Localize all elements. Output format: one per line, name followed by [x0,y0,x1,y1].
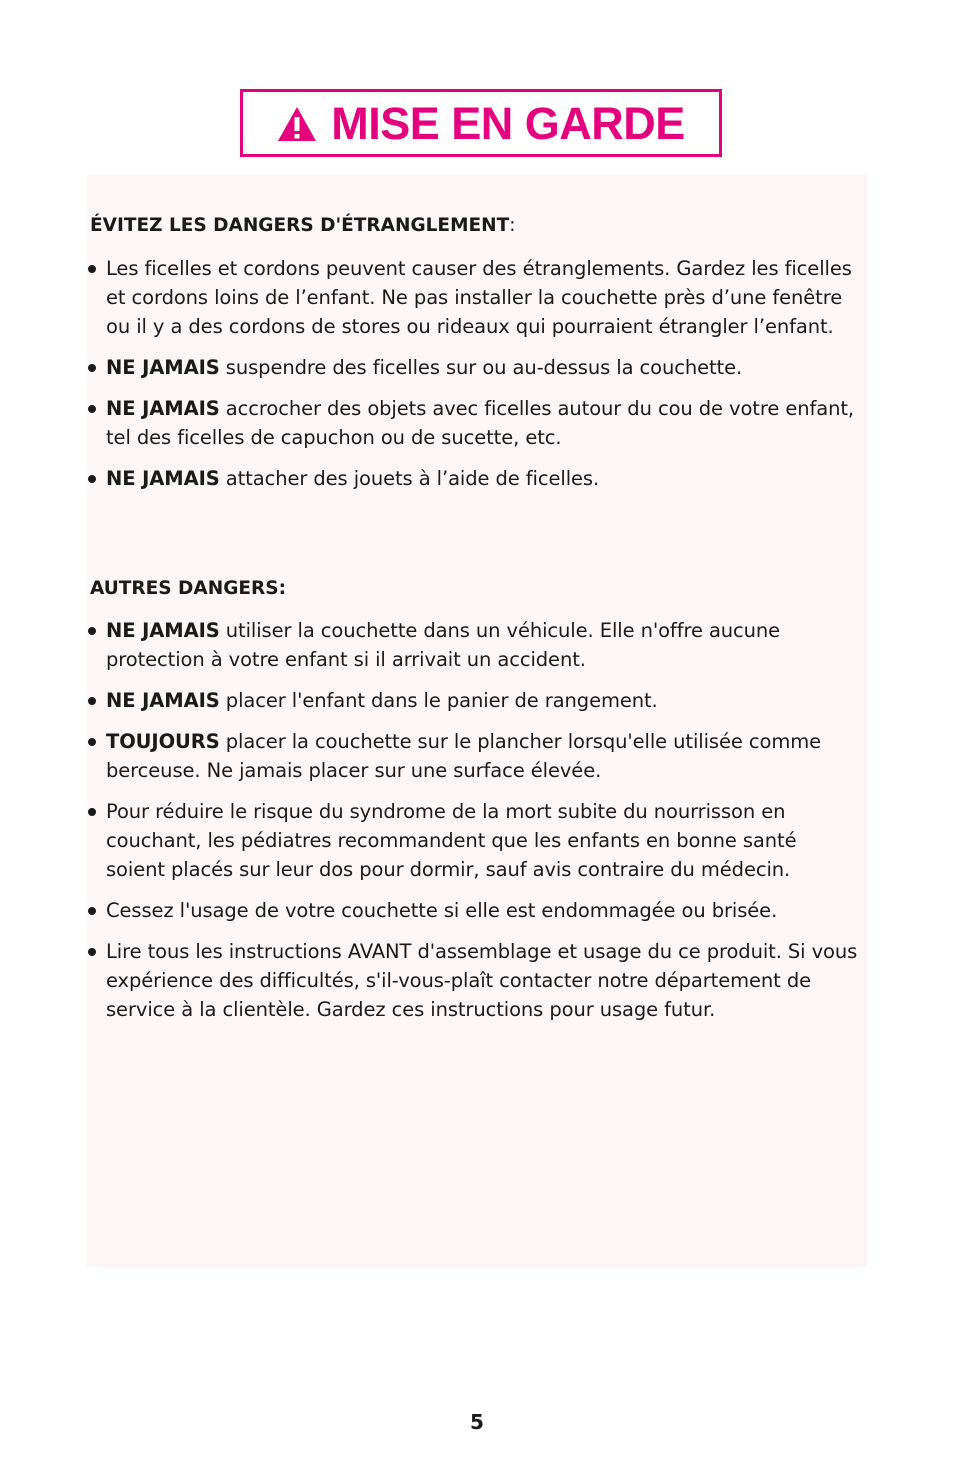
bullet-icon [88,405,96,413]
item-emphasis: NE JAMAIS [106,356,220,379]
bullet-icon [88,907,96,915]
item-text: Lire tous les instructions AVANT d'assemblage et usage du ce produit. Si vous expérience des difficultés, s'il-vous-plaît contacter notre département de service à la clientèle. Gardez ces instructions pour usage futur. [106,940,858,1021]
strangulation-list [88,254,858,505]
other-dangers-list [88,616,858,1036]
list-item [88,353,858,382]
bullet-icon [88,627,96,635]
item-text: placer la couchette sur le plancher lorsqu'elle utilisée comme berceuse. Ne jamais placer sur une surface élevée. [106,730,822,782]
item-text: Cessez l'usage de votre couchette si elle est endommagée ou brisée. [106,899,778,922]
warning-title: MISE EN GARDE [331,97,685,149]
item-text: accrocher des objets avec ficelles autour du cou de votre enfant, tel des ficelles de capuchon ou de sucette, etc. [106,397,854,449]
bullet-icon [88,948,96,956]
list-item [88,394,858,452]
item-emphasis: NE JAMAIS [106,619,220,642]
item-emphasis: NE JAMAIS [106,689,220,712]
item-text: suspendre des ficelles sur ou au-dessus la couchette. [219,356,743,379]
list-item [88,464,858,493]
list-item [88,616,858,674]
list-item [88,937,858,1024]
item-text: utiliser la couchette dans un véhicule. Elle n'offre aucune protection à votre enfant si il arrivait un accident. [106,619,781,671]
item-emphasis: TOUJOURS [106,730,220,753]
warning-triangle-icon [277,106,317,142]
section-heading-text: ÉVITEZ LES DANGERS D'ÉTRANGLEMENT [90,215,510,236]
item-text: attacher des jouets à l’aide de ficelles. [219,467,600,490]
bullet-icon [88,808,96,816]
section-heading-colon: : [509,215,516,236]
list-item [88,254,858,341]
list-item [88,797,858,884]
section-heading-text: AUTRES DANGERS: [90,578,286,599]
item-emphasis: NE JAMAIS [106,397,220,420]
section-heading-other-dangers [90,580,286,599]
bullet-icon [88,265,96,273]
item-text: Pour réduire le risque du syndrome de la mort subite du nourrisson en couchant, les pédiatres recommandent que les enfants en bonne santé soient placés sur leur dos pour dormir, sauf avis contraire du médecin. [106,800,797,881]
bullet-icon [88,738,96,746]
item-text: Les ficelles et cordons peuvent causer des étranglements. Gardez les ficelles et cordons loins de l’enfant. Ne pas installer la couchette près d’une fenêtre ou il y a des cordons de stores ou rideaux qui pourraient étrangler l’enfant. [106,257,852,338]
warning-banner [240,89,722,157]
item-text: placer l'enfant dans le panier de rangement. [219,689,658,712]
list-item [88,686,858,715]
bullet-icon [88,364,96,372]
section-heading-strangulation [90,217,515,236]
bullet-icon [88,475,96,483]
list-item [88,896,858,925]
list-item [88,727,858,785]
item-emphasis: NE JAMAIS [106,467,220,490]
bullet-icon [88,697,96,705]
page-number: 5 [470,1410,484,1434]
